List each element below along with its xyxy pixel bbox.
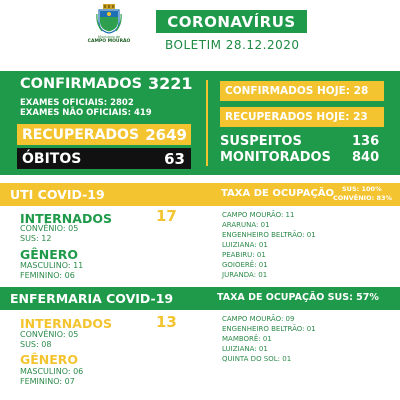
confirmed-today-bar: [220, 81, 384, 101]
unofficial-tests: EXAMES NÃO OFICIAIS: 419: [20, 108, 152, 118]
deaths-value: 63: [164, 149, 185, 168]
uti-city-item: CAMPO MOURÃO: 11: [222, 211, 295, 219]
ward-hospitalized-value: 13: [156, 313, 177, 331]
page-title: CORONAVÍRUS: [156, 10, 307, 33]
ward-sus: SUS: 08: [20, 340, 52, 349]
logo-top-text: Município de: [97, 35, 121, 39]
uti-hospitalized-value: 17: [156, 207, 177, 225]
coat-of-arms-icon: [96, 4, 122, 34]
ward-city-item: ENGENHEIRO BELTRÃO: 01: [222, 325, 316, 333]
uti-city-item: ARARUNA: 01: [222, 221, 270, 229]
recovered-today: RECUPERADOS HOJE: 23: [225, 111, 368, 123]
ward-title: ENFERMARIA COVID-19: [10, 291, 174, 306]
uti-city-list: [222, 210, 316, 280]
ward-gender-label: GÊNERO: [20, 352, 79, 367]
uti-city-item: ENGENHEIRO BELTRÃO: 01: [222, 231, 316, 239]
ward-city-item: QUINTA DO SOL: 01: [222, 355, 292, 363]
deaths-label: ÓBITOS: [22, 150, 82, 167]
ward-city-item: MAMBORÊ: 01: [222, 335, 272, 343]
official-tests: EXAMES OFICIAIS: 2802: [20, 98, 134, 108]
logo-city-name: CAMPO MOURÃO: [87, 38, 131, 44]
monitored-value: 840: [352, 150, 380, 165]
ward-city-item: LUIZIANA: 01: [222, 345, 268, 353]
uti-city-item: JURANDA: 01: [222, 271, 268, 279]
summary-divider: [206, 80, 208, 166]
uti-convenio: CONVÊNIO: 05: [20, 224, 79, 233]
municipality-logo: [78, 4, 140, 60]
ward-female: FEMININO: 07: [20, 377, 75, 386]
confirmed-today: CONFIRMADOS HOJE: 28: [225, 85, 369, 97]
recovered-label: RECUPERADOS: [22, 126, 140, 143]
suspects-label: SUSPEITOS: [220, 134, 302, 149]
uti-sus: SUS: 12: [20, 234, 52, 243]
ward-occupancy: TAXA DE OCUPAÇÃO SUS: 57%: [217, 292, 379, 303]
confirmed-value: 3221: [148, 74, 193, 93]
ward-hospitalized-label: INTERNADOS: [20, 316, 112, 331]
ward-convenio: CONVÊNIO: 05: [20, 330, 79, 339]
uti-convenio-rate: CONVÊNIO: 83%: [333, 194, 393, 202]
uti-male: MASCULINO: 11: [20, 261, 84, 270]
recovered-today-bar: [220, 107, 384, 127]
bulletin-date: BOLETIM 28.12.2020: [165, 38, 300, 52]
ward-city-item: CAMPO MOURÃO: 09: [222, 315, 295, 323]
uti-hospitalized-label: INTERNADOS: [20, 211, 112, 226]
uti-city-item: GOIOERÊ: 01: [222, 261, 268, 269]
uti-city-item: PEABIRU: 01: [222, 251, 266, 259]
monitored-label: MONITORADOS: [220, 150, 331, 165]
uti-city-item: LUIZIANA: 01: [222, 241, 268, 249]
confirmed-label: CONFIRMADOS: [20, 76, 143, 92]
uti-sus-rate: SUS: 100%: [342, 185, 382, 193]
ward-city-list: [222, 314, 316, 364]
recovered-bar: [17, 124, 191, 145]
uti-female: FEMININO: 06: [20, 271, 75, 280]
uti-title: UTI COVID-19: [10, 187, 105, 202]
uti-gender-label: GÊNERO: [20, 247, 79, 262]
suspects-value: 136: [352, 134, 380, 149]
deaths-bar: [17, 148, 191, 169]
ward-male: MASCULINO: 06: [20, 367, 84, 376]
recovered-value: 2649: [145, 125, 187, 144]
uti-occupancy-label: TAXA DE OCUPAÇÃO: [221, 188, 335, 199]
